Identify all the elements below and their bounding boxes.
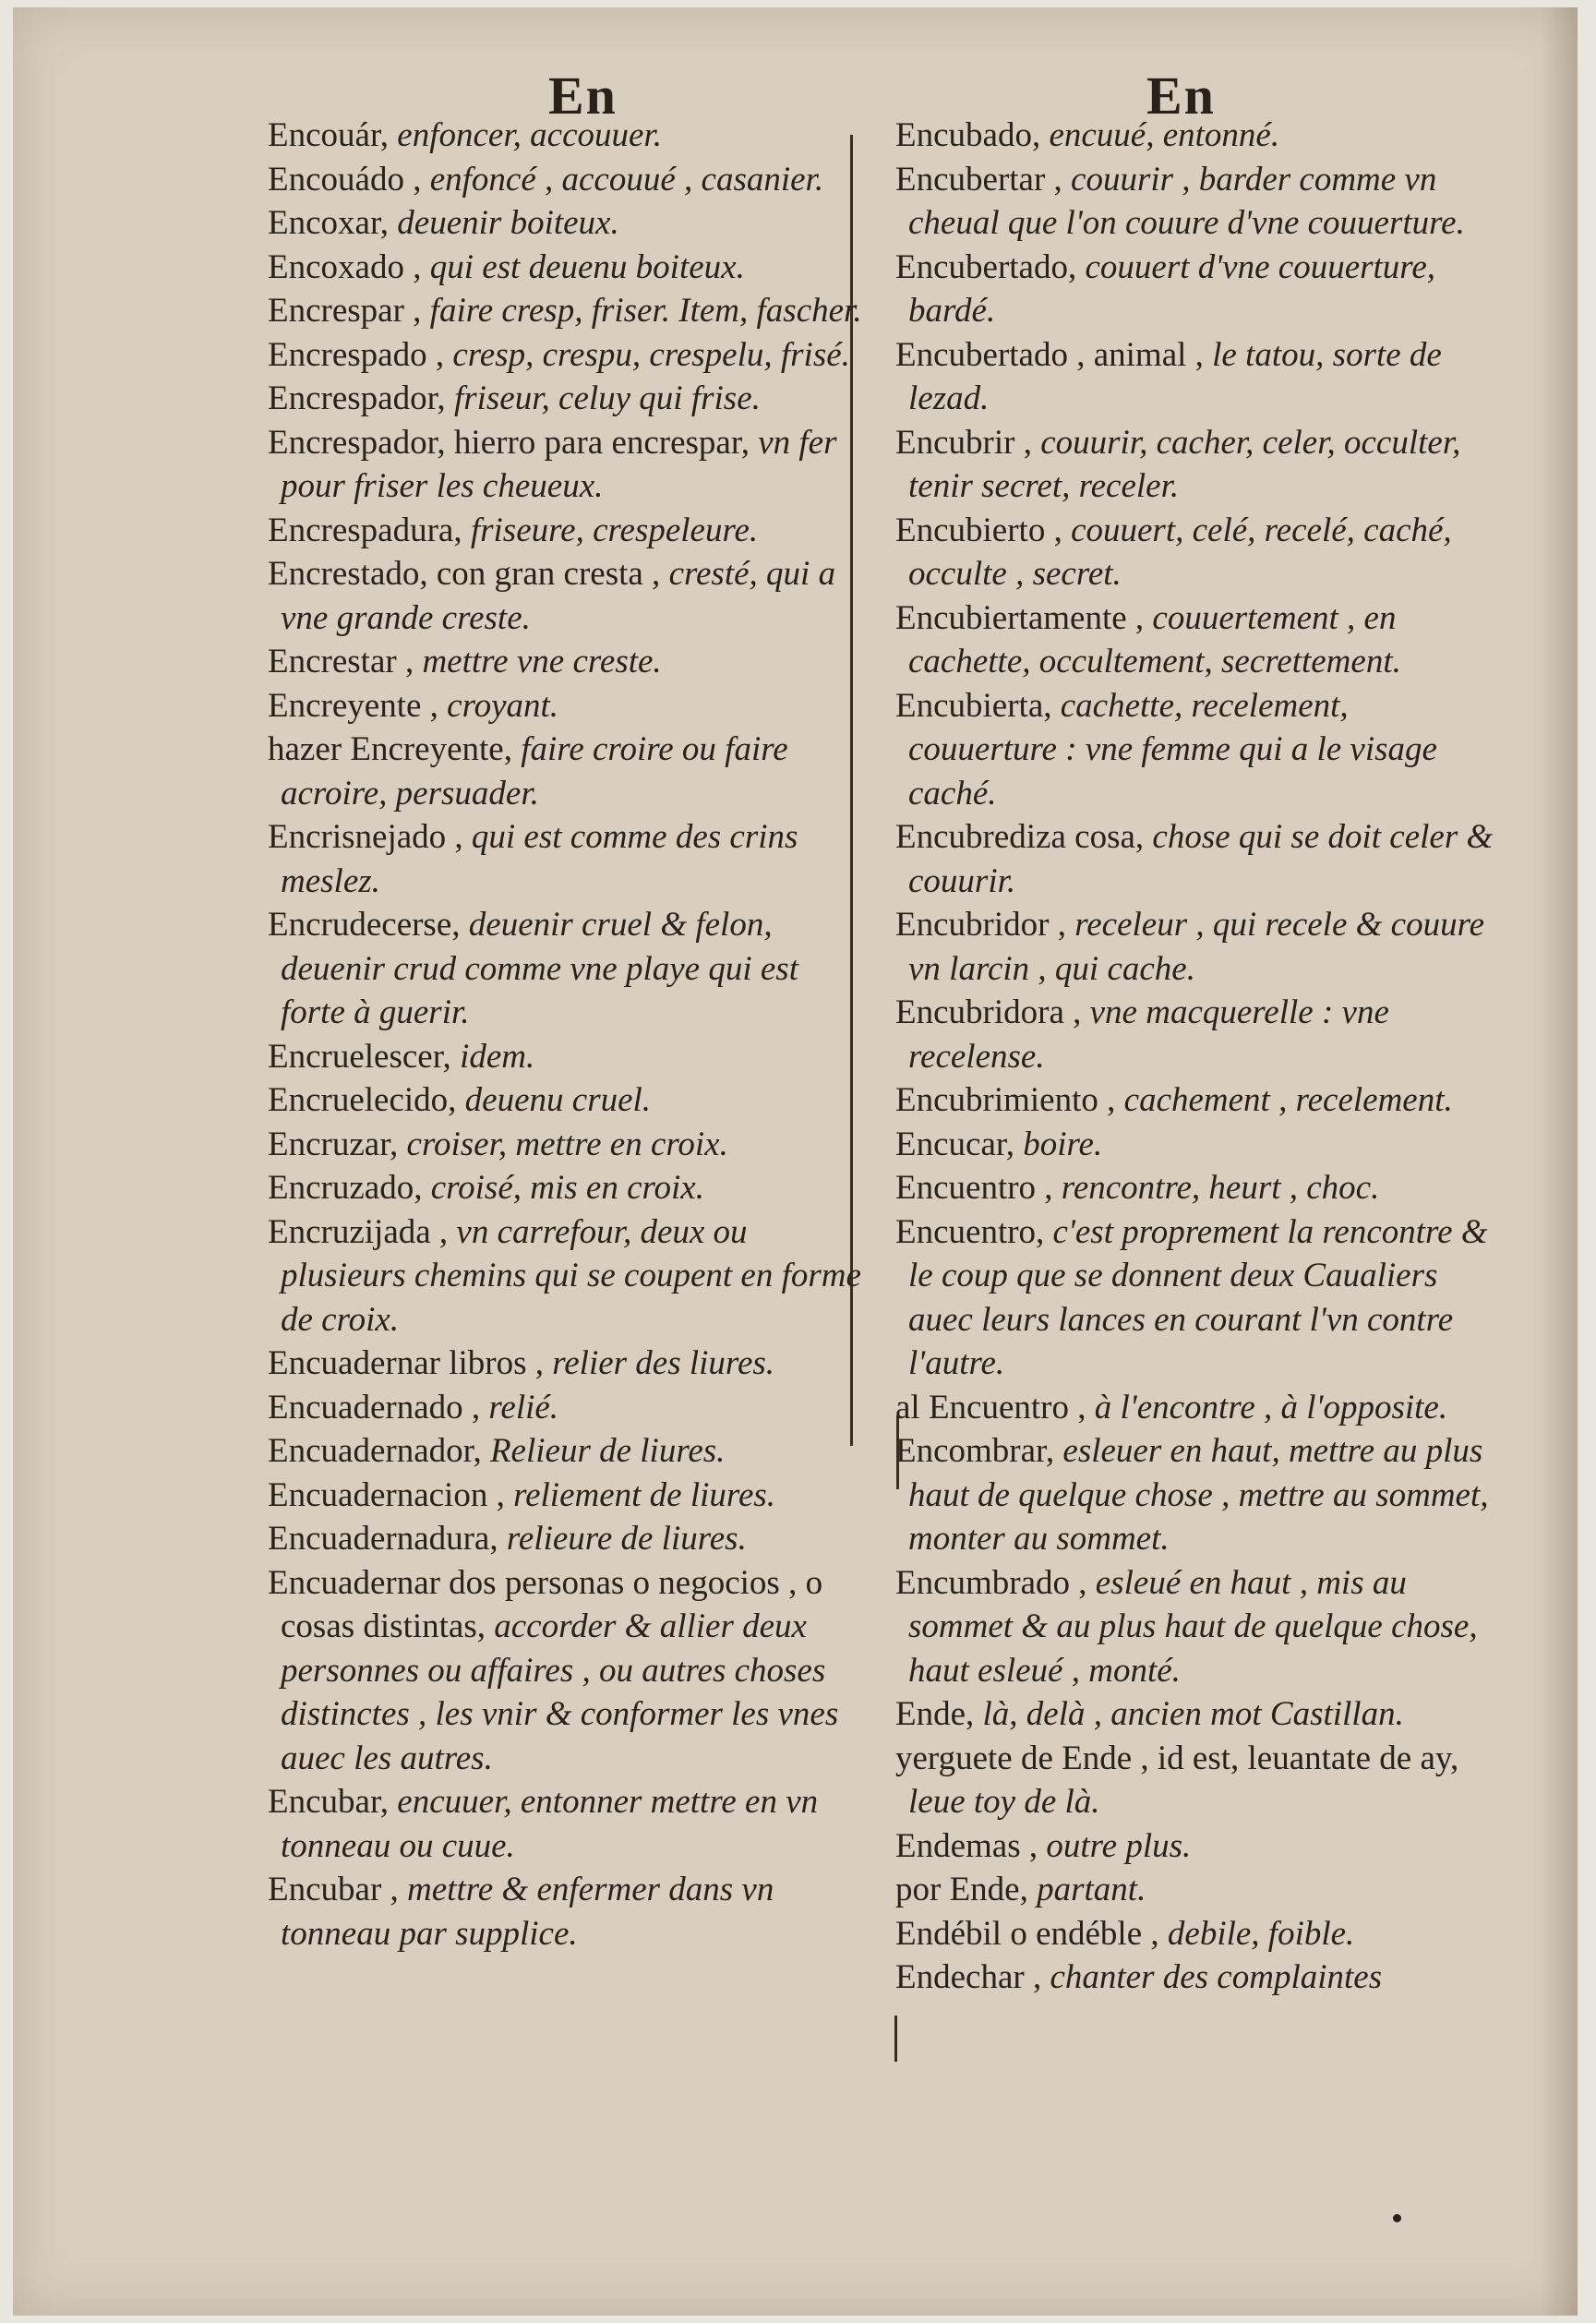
entry-translation: deuenu cruel. — [456, 1081, 652, 1119]
dictionary-entry — [862, 1824, 1501, 1869]
entry-headword: Encubertado, — [895, 247, 1077, 286]
entry-headword: Endébil o endéble , — [895, 1914, 1159, 1953]
entry-translation: croyant. — [438, 686, 559, 725]
entry-translation: enfoncer, accouuer. — [389, 116, 662, 154]
entry-translation: c'est proprement la rencontre & le coup que se donnent deux Caualiers auec leurs lances en courant l'vn contre l'autre. — [908, 1212, 1488, 1382]
running-head-right: En — [1146, 66, 1216, 126]
dictionary-entry — [234, 684, 862, 728]
dictionary-entry — [862, 509, 1501, 596]
entry-headword: Encubiertamente , — [895, 598, 1145, 637]
running-head-left: En — [548, 66, 618, 126]
entry-headword: Encrestar , — [268, 643, 414, 680]
dictionary-entry — [234, 1429, 862, 1474]
dictionary-entry — [234, 289, 862, 333]
entry-headword: Encubridor , — [895, 906, 1066, 944]
dictionary-entry — [234, 1210, 862, 1342]
dictionary-entry — [234, 1474, 862, 1518]
entry-translation: qui est comme des crins meslez. — [281, 818, 798, 900]
entry-headword: Encouár, — [268, 116, 390, 154]
entry-headword: Encrestado, con gran cresta , — [268, 555, 661, 593]
dictionary-entry — [862, 1166, 1501, 1210]
entry-translation: vn fer pour friser les cheueux. — [281, 423, 837, 505]
entry-headword: Encubertar , — [895, 160, 1062, 199]
entry-headword: Encruelescer, — [268, 1037, 451, 1076]
dictionary-entry — [862, 333, 1501, 421]
dictionary-entry — [862, 1737, 1501, 1824]
dictionary-entry — [862, 114, 1501, 158]
entry-headword: Endechar , — [895, 1958, 1042, 1996]
dictionary-entry — [862, 1386, 1501, 1430]
entry-translation: rencontre, heurt , choc. — [1052, 1169, 1380, 1207]
dictionary-entry — [234, 1561, 862, 1781]
dictionary-entry — [234, 1342, 862, 1386]
dictionary-entry — [862, 1210, 1501, 1386]
dictionary-entry — [862, 1078, 1501, 1123]
dictionary-entry — [234, 377, 862, 421]
entry-translation: qui est deuenu boiteux. — [421, 247, 745, 286]
entry-headword: Encrespador, hierro para encrespar, — [268, 423, 750, 462]
entry-headword: Encrespado , — [268, 335, 445, 374]
dictionary-entry — [234, 1780, 862, 1868]
dictionary-entry — [862, 991, 1501, 1078]
entry-translation: outre plus. — [1038, 1826, 1192, 1865]
entry-translation: faire cresp, friser. Item, fascher. — [421, 292, 862, 330]
dictionary-entry — [234, 728, 862, 815]
entry-translation: vn carrefour, deux ou plusieurs chemins qui se coupent en forme de croix. — [281, 1212, 861, 1339]
dictionary-entry — [234, 114, 862, 158]
entry-headword: Encrespar , — [268, 292, 422, 330]
dictionary-entry — [234, 333, 862, 378]
dictionary-entry — [234, 1123, 862, 1167]
entry-translation: friseur, celuy qui frise. — [445, 379, 761, 417]
entry-headword: Encreyente , — [268, 686, 438, 725]
entry-headword: Encuadernar libros , — [268, 1344, 544, 1382]
entry-headword: hazer Encreyente, — [268, 730, 512, 768]
entry-headword: Encombrar, — [895, 1432, 1055, 1470]
entry-headword: Encruzijada , — [268, 1212, 449, 1251]
entry-translation: encuuer, entonner mettre en vn tonneau ou cuue. — [281, 1783, 819, 1865]
entry-headword: Encuentro, — [895, 1212, 1045, 1251]
entry-translation: relieure de liures. — [498, 1520, 747, 1558]
dictionary-entry — [234, 640, 862, 684]
entry-translation: friseure, crespeleure. — [462, 511, 759, 549]
entry-translation: encuué, entonné. — [1040, 116, 1280, 154]
dictionary-entry — [862, 421, 1501, 509]
entry-translation: partant. — [1027, 1871, 1146, 1908]
entry-translation: cresp, crespu, crespelu, frisé. — [444, 335, 850, 374]
entry-headword: Encrespador, — [268, 379, 446, 417]
dictionary-entry — [234, 246, 862, 290]
entry-headword: Encucar, — [895, 1125, 1014, 1163]
entry-headword: Encuadernacion , — [268, 1475, 505, 1514]
dictionary-entry — [234, 1035, 862, 1079]
entry-headword: Encoxar, — [268, 204, 390, 242]
entry-translation: mettre & enfermer dans vn tonneau par supplice. — [281, 1871, 774, 1953]
entry-headword: yerguete de Ende , id est, leuantate de ay, — [895, 1739, 1459, 1777]
entry-headword: Encubar , — [268, 1871, 399, 1908]
dictionary-entry — [234, 421, 862, 509]
dictionary-entry — [862, 1123, 1501, 1167]
entry-headword: Encuadernado , — [268, 1388, 481, 1426]
entry-translation: croiser, mettre en croix. — [398, 1125, 728, 1163]
entry-headword: Encubierto , — [895, 511, 1062, 549]
dictionary-entry — [862, 158, 1501, 246]
entry-headword: Encubrimiento , — [895, 1081, 1116, 1119]
entry-translation: receleur , qui recele & couure vn larcin , qui cache. — [908, 906, 1485, 988]
entry-translation: relier des liures. — [543, 1344, 775, 1382]
entry-translation: boire. — [1014, 1125, 1103, 1163]
entry-headword: Encrudecerse, — [268, 906, 461, 944]
entry-translation: à l'encontre , à l'opposite. — [1086, 1388, 1448, 1426]
entry-translation: là, delà , ancien mot Castillan. — [974, 1695, 1404, 1733]
entry-translation: vne macquerelle : vne recelense. — [908, 993, 1389, 1076]
entry-headword: Encubierta, — [895, 686, 1052, 725]
entry-translation: couuert d'vne couuerture, bardé. — [908, 247, 1435, 330]
entry-headword: Ende, — [895, 1695, 975, 1733]
entry-translation: deuenir boiteux. — [389, 204, 619, 242]
entry-translation: accorder & allier deux personnes ou affaires , ou autres choses distinctes , les vnir & conformer les vnes auec les autres. — [281, 1607, 839, 1777]
entry-translation: esleué en haut , mis au sommet & au plus haut de quelque chose, haut esleué , monté. — [908, 1563, 1478, 1690]
entry-headword: Encrisnejado , — [268, 818, 463, 856]
dictionary-entry — [862, 596, 1501, 684]
dictionary-entry — [234, 158, 862, 202]
entry-translation: Relieur de liures. — [481, 1432, 726, 1470]
entry-translation: faire croire ou faire acroire, persuader. — [281, 730, 788, 812]
dictionary-entry — [234, 1517, 862, 1561]
entry-translation: enfoncé , accouué , casanier. — [421, 160, 824, 199]
left-column — [234, 114, 862, 1956]
entry-headword: Encoxado , — [268, 247, 422, 286]
entry-headword: Encumbrado , — [895, 1563, 1087, 1602]
dictionary-entry — [234, 552, 862, 640]
dictionary-entry — [234, 903, 862, 1035]
column-rule-fragment — [894, 2016, 897, 2062]
dictionary-page — [13, 7, 1578, 2316]
entry-translation: relié. — [480, 1388, 559, 1426]
dictionary-entry — [234, 815, 862, 903]
entry-translation: le tatou, sorte de lezad. — [908, 335, 1442, 417]
entry-translation: mettre vne creste. — [414, 643, 662, 680]
dictionary-entry — [862, 1561, 1501, 1693]
entry-translation: deuenir cruel & felon, deuenir crud comme vne playe qui est forte à guerir. — [281, 906, 798, 1031]
entry-translation: couuert, celé, recelé, caché, occulte , secret. — [908, 511, 1452, 593]
entry-translation: couurir , barder comme vn cheual que l'on couure d'vne couuerture. — [908, 160, 1465, 242]
entry-translation: reliement de liures. — [504, 1475, 776, 1514]
entry-headword: Encuadernadura, — [268, 1520, 498, 1558]
entry-headword: Encuadernador, — [268, 1432, 482, 1470]
entry-headword: Encubado, — [895, 116, 1041, 154]
entry-headword: Encouádo , — [268, 160, 422, 199]
dictionary-entry — [234, 1166, 862, 1210]
entry-headword: Encruzar, — [268, 1125, 399, 1163]
entry-headword: Encubrir , — [895, 423, 1032, 462]
entry-translation: chanter des complaintes — [1041, 1958, 1383, 1996]
page-edge-shadow — [1541, 7, 1578, 2316]
entry-translation: esleuer en haut, mettre au plus haut de quelque chose , mettre au sommet, monter au sommet. — [908, 1432, 1489, 1558]
entry-translation: idem. — [450, 1037, 535, 1076]
dictionary-entry — [862, 1868, 1501, 1912]
entry-headword: Encruzado, — [268, 1169, 423, 1207]
entry-headword: Encubridora , — [895, 993, 1082, 1031]
dictionary-entry — [862, 1956, 1501, 2000]
entry-translation: cachement , recelement. — [1115, 1081, 1453, 1119]
entry-translation: croisé, mis en croix. — [422, 1169, 704, 1207]
entry-headword: Encubertado , animal , — [895, 335, 1204, 374]
dictionary-entry — [234, 1078, 862, 1123]
entry-translation: couuertement , en cachette, occultement, secrettement. — [908, 598, 1401, 680]
entry-translation: debile, foible. — [1158, 1914, 1355, 1953]
dictionary-entry — [234, 509, 862, 553]
dictionary-entry — [862, 1429, 1501, 1561]
entry-translation: chose qui se doit celer & couurir. — [908, 818, 1494, 900]
entry-headword: Encuadernar dos personas o negocios , o cosas distintas, — [268, 1563, 823, 1645]
entry-translation: couurir, cacher, celer, occulter, tenir secret, receler. — [908, 423, 1461, 505]
entry-translation: cachette, recelement, couuerture : vne femme qui a le visage caché. — [908, 686, 1437, 812]
dictionary-entry — [862, 246, 1501, 333]
entry-headword: Endemas , — [895, 1826, 1038, 1865]
dictionary-entry — [862, 1912, 1501, 1956]
dictionary-entry — [234, 1868, 862, 1956]
dictionary-entry — [234, 201, 862, 246]
entry-headword: al Encuentro , — [895, 1388, 1086, 1426]
entry-translation: cresté, qui a vne grande creste. — [281, 555, 836, 637]
entry-headword: Encrespadura, — [268, 511, 462, 549]
entry-headword: Encuentro , — [895, 1169, 1053, 1207]
entry-translation: leue toy de là. — [908, 1783, 1100, 1821]
dictionary-entry — [234, 1386, 862, 1430]
dictionary-entry — [862, 903, 1501, 991]
entry-headword: Encubar, — [268, 1783, 390, 1821]
entry-headword: Encruelecido, — [268, 1081, 457, 1119]
ink-dot — [1393, 2214, 1401, 2222]
right-column — [862, 114, 1501, 2000]
dictionary-entry — [862, 684, 1501, 816]
dictionary-entry — [862, 815, 1501, 903]
dictionary-entry — [862, 1692, 1501, 1737]
entry-headword: por Ende, — [895, 1871, 1028, 1908]
entry-headword: Encubrediza cosa, — [895, 818, 1145, 856]
